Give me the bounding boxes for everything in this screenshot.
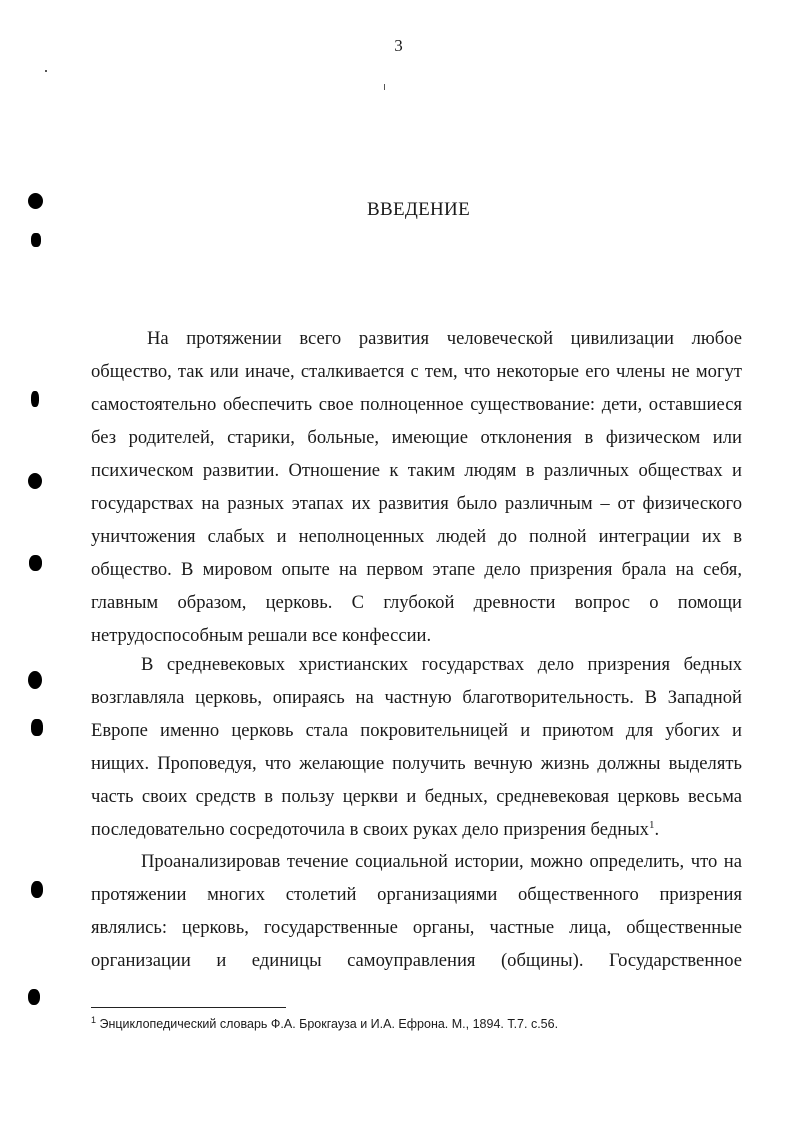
text-line: протяжении многих столетий организациями общественного призрения bbox=[91, 884, 742, 905]
text-line: государствах на разных этапах их развития было различным – от физического bbox=[91, 493, 742, 514]
scan-speck bbox=[384, 84, 385, 90]
footnote-separator bbox=[91, 1007, 286, 1008]
section-heading: ВВЕДЕНИЕ bbox=[367, 199, 470, 220]
text-line: главным образом, церковь. С глубокой древности вопрос о помощи bbox=[91, 592, 742, 613]
footnote-reference[interactable]: 1 bbox=[648, 819, 655, 831]
text-line: уничтожения слабых и неполноценных людей до полной интеграции их в bbox=[91, 526, 742, 547]
text-line: часть своих средств в пользу церкви и бедных, средневековая церковь весьма bbox=[91, 786, 742, 807]
text-line: самостоятельно обеспечить свое полноценное существование: дети, оставшиеся bbox=[91, 394, 742, 415]
text-line: нищих. Проповедуя, что желающие получить вечную жизнь должны выделять bbox=[91, 753, 742, 774]
text-line: Европе именно церковь стала покровительницей и приютом для убогих и bbox=[91, 720, 742, 741]
binding-hole-mark bbox=[31, 881, 43, 898]
binding-hole-mark bbox=[28, 671, 42, 689]
footnote bbox=[91, 1017, 558, 1031]
text-line: являлись: церковь, государственные органы, частные лица, общественные bbox=[91, 917, 742, 938]
binding-hole-mark bbox=[28, 989, 40, 1005]
text-line: организации и единицы самоуправления (общины). Государственное bbox=[91, 950, 742, 971]
text-line: общество, так или иначе, сталкивается с тем, что некоторые его члены не могут bbox=[91, 361, 742, 382]
footnote-number: 1 bbox=[91, 1015, 97, 1025]
page-number: 3 bbox=[394, 36, 403, 55]
text-line: без родителей, старики, больные, имеющие отклонения в физическом или bbox=[91, 427, 742, 448]
text-line: Проанализировав течение социальной истории, можно определить, что на bbox=[141, 851, 742, 872]
text-line: В средневековых христианских государствах дело призрения бедных bbox=[141, 654, 742, 675]
text-line: последовательно сосредоточила в своих руках дело призрения бедных bbox=[91, 819, 649, 840]
text-line-with-footnote bbox=[91, 820, 742, 840]
sentence-end: . bbox=[654, 819, 660, 840]
text-line: психическом развитии. Отношение к таким людям в различных обществах и bbox=[91, 460, 742, 481]
scan-speck bbox=[45, 70, 47, 72]
binding-hole-mark bbox=[29, 555, 42, 571]
binding-hole-mark bbox=[31, 233, 41, 247]
text-line: общество. В мировом опыте на первом этапе дело призрения брала на себя, bbox=[91, 559, 742, 580]
text-line: возглавляла церковь, опираясь на частную благотворительность. В Западной bbox=[91, 687, 742, 708]
text-line: На протяжении всего развития человеческой цивилизации любое bbox=[147, 328, 742, 349]
binding-hole-mark bbox=[28, 473, 42, 489]
binding-hole-mark bbox=[31, 391, 39, 407]
footnote-text: Энциклопедический словарь Ф.А. Брокгауза и И.А. Ефрона. М., 1894. Т.7. с.56. bbox=[99, 1017, 559, 1031]
binding-hole-mark bbox=[31, 719, 43, 736]
text-line: нетрудоспособным решали все конфессии. bbox=[91, 625, 432, 646]
